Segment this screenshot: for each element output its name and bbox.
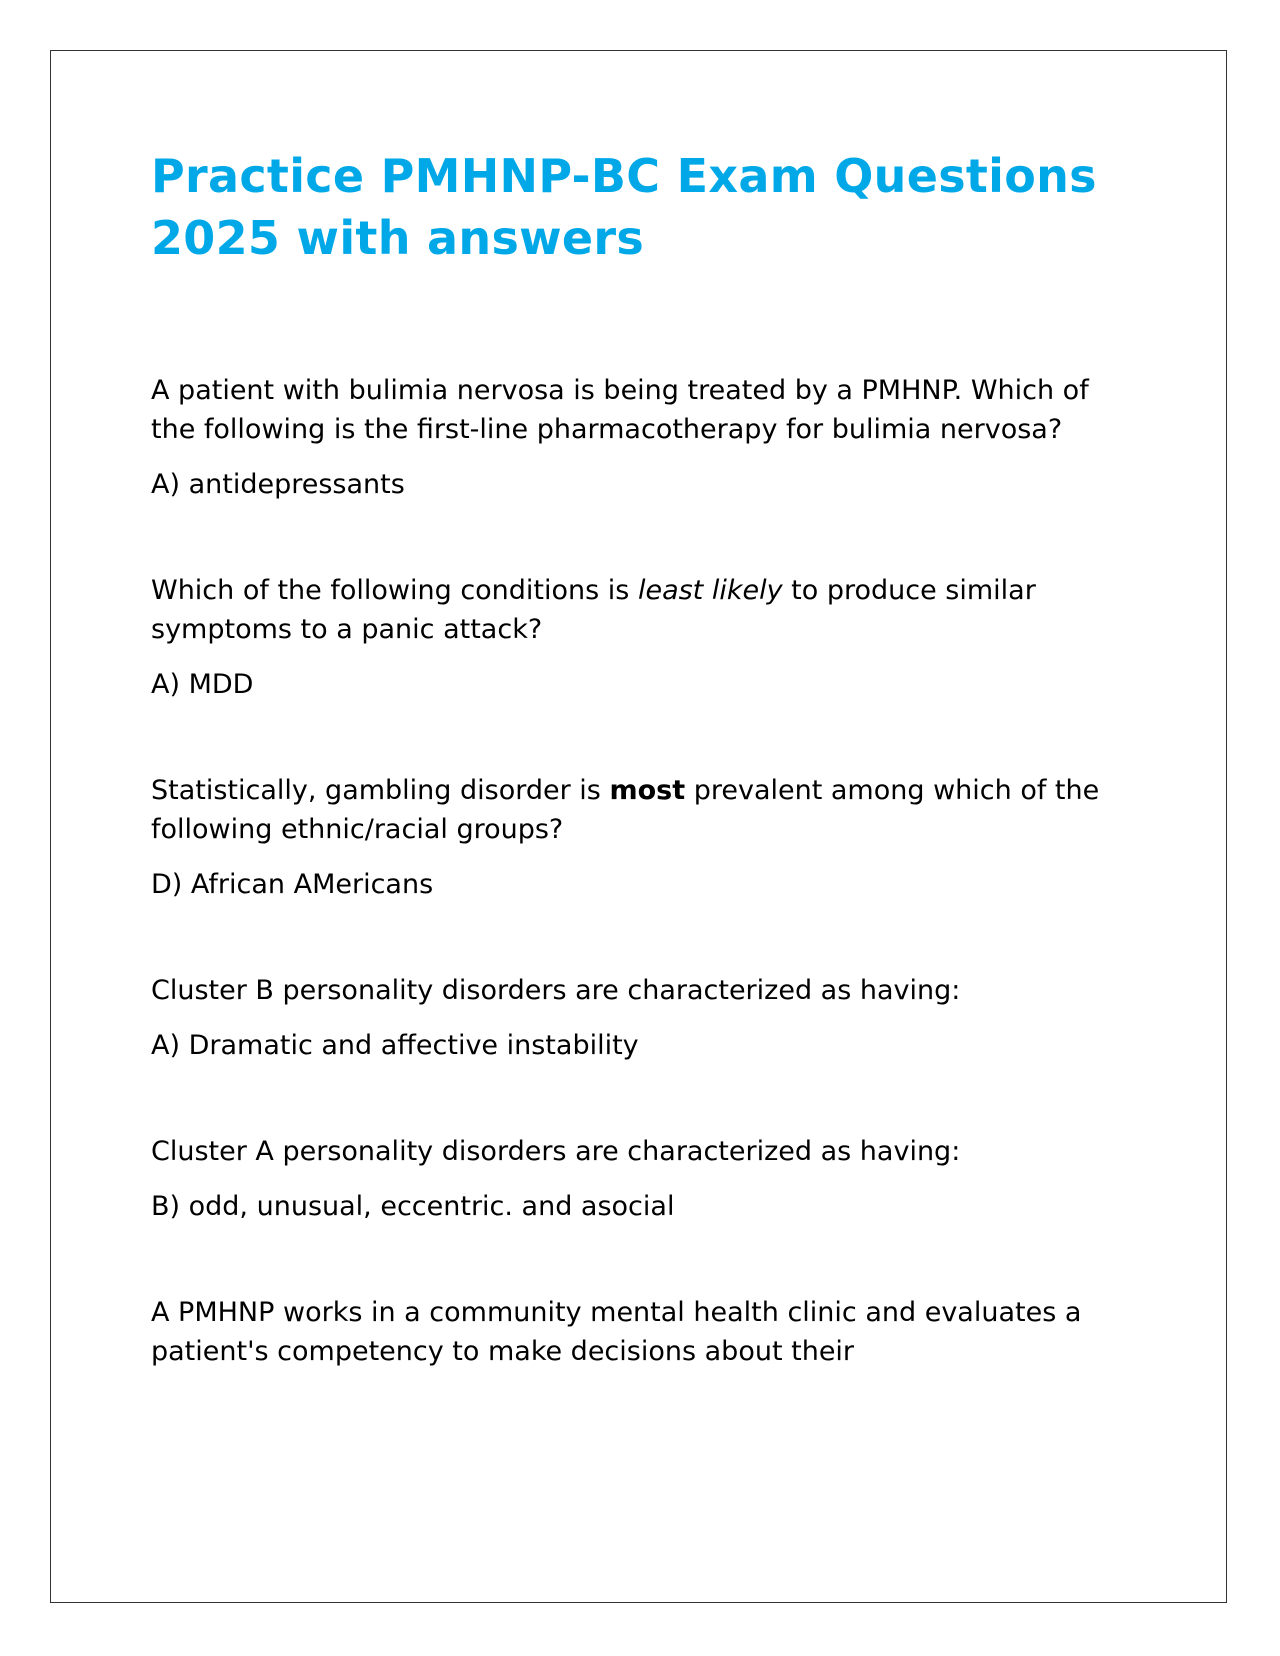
question-text: Cluster A personality disorders are characterized as having:: [151, 1136, 961, 1167]
question-item: [151, 571, 1141, 704]
answer-text: A) MDD: [151, 669, 254, 700]
question-list: [151, 371, 1141, 1371]
question-text: Cluster B personality disorders are characterized as having:: [151, 975, 961, 1006]
answer-text: D) African AMericans: [151, 869, 434, 900]
question-text-start: Which of the following conditions is: [151, 575, 638, 606]
question-emphasis: least likely: [637, 575, 783, 606]
question-item: [151, 371, 1141, 504]
question-item: [151, 1293, 1141, 1371]
question-text: [151, 771, 1141, 849]
answer-text: A) Dramatic and affective instability: [151, 1030, 639, 1061]
question-strong: most: [609, 775, 686, 806]
question-text-end: to produce similar symptoms to a panic attack?: [151, 575, 1036, 645]
answer-text: B) odd, unusual, eccentric. and asocial: [151, 1191, 675, 1222]
answer-text: A) antidepressants: [151, 469, 405, 500]
question-text-start: Statistically, gambling disorder is: [151, 775, 610, 806]
question-text: A patient with bulimia nervosa is being treated by a PMHNP. Which of the following is the first-line pharmacotherapy for bulimia nervosa?: [151, 375, 1089, 445]
question-text: [151, 571, 1141, 649]
question-text: A PMHNP works in a community mental health clinic and evaluates a patient's competency to make decisions about their: [151, 1297, 1082, 1367]
document-body: [151, 145, 1141, 1438]
question-item: [151, 771, 1141, 904]
question-item: [151, 1132, 1141, 1226]
question-item: [151, 971, 1141, 1065]
question-text-end: prevalent among which of the following ethnic/racial groups?: [151, 775, 1100, 845]
document-title: Practice PMHNP-BC Exam Questions 2025 with answers: [151, 149, 1097, 265]
